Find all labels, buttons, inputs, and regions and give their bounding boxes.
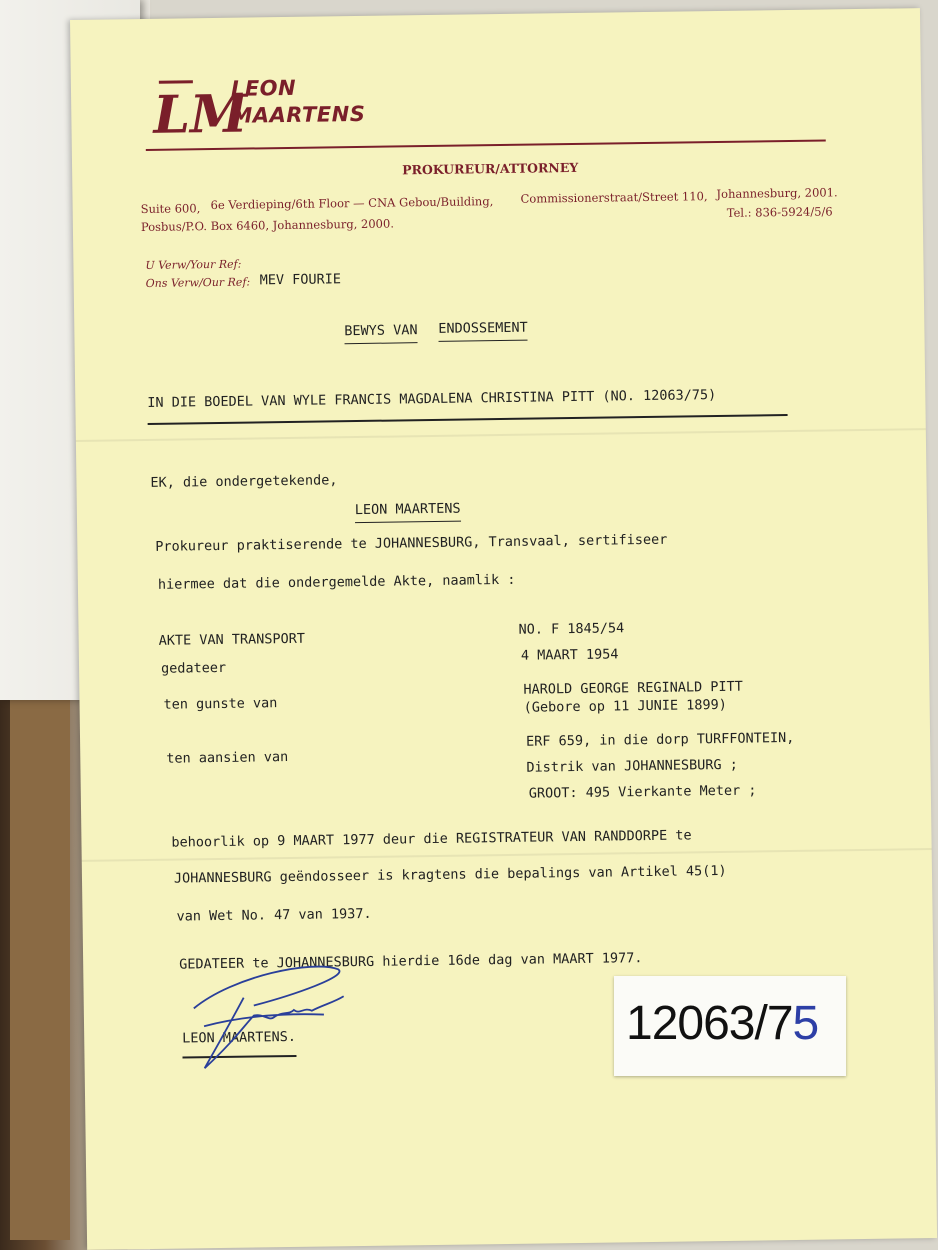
- case-number: [626, 996, 818, 1051]
- firm-name: [231, 74, 366, 130]
- regarding-label: ten aansien van: [166, 749, 289, 767]
- address-city: Johannesburg, 2001.: [716, 185, 838, 201]
- signatory-name: LEON MAARTENS: [355, 501, 461, 523]
- endorse-line-1: behoorlik op 9 MAART 1977 deur die REGISTRATEUR VAN RANDDORPE te: [171, 827, 692, 851]
- hereby-line: hiermee dat die ondergemelde Akte, naamlik :: [157, 571, 516, 593]
- favour-birth: (Gebore op 11 JUNIE 1899): [523, 696, 727, 716]
- firm-name-line2: MAARTENS: [231, 101, 366, 128]
- address-street: Commissionerstraat/Street 110,: [520, 189, 708, 206]
- firm-name-line1: LEON: [230, 75, 297, 101]
- erf-line: ERF 659, in die dorp TURFFONTEIN,: [526, 729, 795, 750]
- dated-label: gedateer: [160, 659, 227, 677]
- address-po-box: Posbus/P.O. Box 6460, Johannesburg, 2000.: [140, 216, 395, 235]
- district-line: Distrik van JOHANNESBURG ;: [526, 756, 738, 776]
- size-line: GROOT: 495 Vierkante Meter ;: [528, 782, 757, 802]
- signature-name: LEON MAARTENS.: [182, 1028, 297, 1047]
- case-number-main: 12063/7: [626, 997, 793, 1050]
- dated-signing-line: GEDATEER te JOHANNESBURG hierdie 16de dag van MAART 1977.: [179, 950, 643, 973]
- favour-label: ten gunste van: [163, 695, 278, 713]
- telephone: Tel.: 836-5924/5/6: [726, 204, 833, 220]
- address-suite: Suite 600,: [140, 201, 201, 217]
- estate-rule: [148, 414, 788, 425]
- firm-monogram-logo: [151, 74, 248, 147]
- case-number-last-digit: 5: [792, 997, 819, 1050]
- case-number-sticker: [614, 976, 846, 1076]
- endorse-line-2: JOHANNESBURG geëndosseer is kragtens die bepalings van Artikel 45(1): [173, 862, 727, 887]
- document-title-part2: ENDOSSEMENT: [438, 320, 528, 342]
- intro-text: EK, die ondergetekende,: [150, 472, 338, 491]
- folder-edge: [10, 700, 70, 1240]
- deed-label: AKTE VAN TRANSPORT: [158, 630, 306, 649]
- practice-line: Prokureur praktiserende te JOHANNESBURG, Transvaal, sertifiseer: [155, 531, 668, 555]
- handwritten-signature: [173, 954, 355, 1077]
- favour-name: HAROLD GEORGE REGINALD PITT: [523, 678, 743, 698]
- deed-number: NO. F 1845/54: [518, 620, 625, 638]
- estate-line: IN DIE BOEDEL VAN WYLE FRANCIS MAGDALENA CHRISTINA PITT (NO. 12063/75): [147, 387, 717, 411]
- your-ref-label: U Verw/Your Ref:: [145, 257, 242, 272]
- our-ref-value: MEV FOURIE: [259, 271, 342, 289]
- our-ref-label: Ons Verw/Our Ref:: [145, 275, 251, 290]
- profession-title: PROKUREUR/ATTORNEY: [402, 159, 579, 178]
- endorse-line-3: van Wet No. 47 van 1937.: [176, 905, 372, 925]
- document-title-part1: BEWYS VAN: [344, 322, 417, 344]
- dated-value: 4 MAART 1954: [520, 646, 619, 664]
- monogram-letters: LM: [152, 83, 248, 146]
- address-floor-building: 6e Verdieping/6th Floor — CNA Gebou/Building,: [210, 194, 494, 213]
